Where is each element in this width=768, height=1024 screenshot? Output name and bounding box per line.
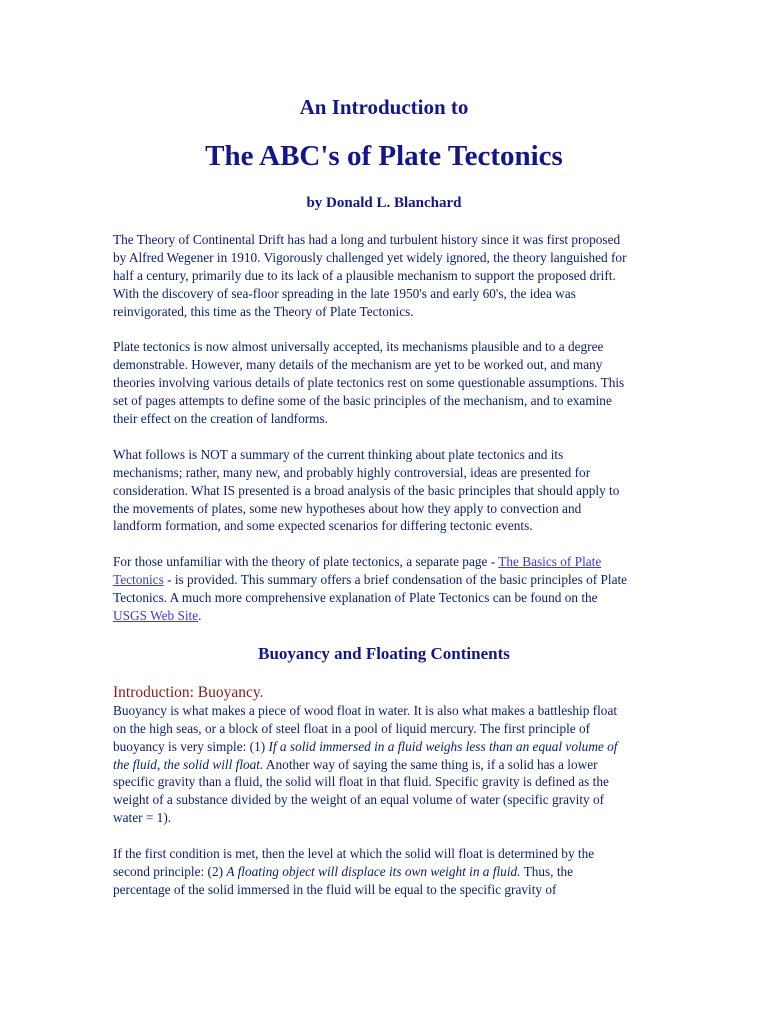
paragraph-buoyancy: [113, 702, 633, 827]
paragraph-text: Thus, the percentage of the solid immersed in the fluid will be equal to the specific gravity of: [113, 863, 574, 897]
intro-heading: An Introduction to: [299, 95, 469, 119]
page-title: The ABC's of Plate Tectonics: [205, 140, 563, 172]
paragraph-text: Another way of saying the same thing is, if a solid has a lower specific gravity than a fluid, the solid will float in that fluid. Specific gravity is defined as the weight of a substance divided by the weight of an equal volume of water (specific gravity of water = 1).: [113, 756, 609, 826]
section-heading-buoyancy: Buoyancy and Floating Continents: [258, 643, 510, 663]
paragraph-basics-links: [113, 553, 633, 625]
principle-one-text: If a solid immersed in a fluid weighs less than an equal volume of the fluid, the solid will float.: [113, 738, 618, 772]
paragraph-continental-drift: The Theory of Continental Drift has had a long and turbulent history since it was first proposed by Alfred Wegener in 1910. Vigorously challenged yet widely ignored, the theory languished for half a century, primarily due to its lack of a plausible mechanism to support the proposed drift. With the discovery of sea-floor spreading in the late 1950's and early 60's, the idea was reinvigorated, this time as the Theory of Plate Tectonics.: [113, 232, 627, 319]
paragraph-text: .: [198, 607, 202, 623]
paragraph-text: - is provided. This summary offers a brief condensation of the basic principles of Plate Tectonics. A much more comprehensive explanation of Plate Tectonics can be found on the: [113, 572, 628, 606]
paragraph-second-principle: [113, 845, 633, 899]
paragraph-plate-tectonics-accepted: Plate tectonics is now almost universally accepted, its mechanisms plausible and to a degree demonstrable. However, many details of the mechanism are yet to be worked out, and many theories involving various details of plate tectonics rest on some questionable assumptions. This set of pages attempts to define some of the basic principles of the mechanism, and to examine their effect on the creation of landforms.: [113, 339, 625, 427]
paragraph-text: For those unfamiliar with the theory of plate tectonics, a separate page -: [113, 554, 499, 570]
usgs-web-site-link[interactable]: USGS Web Site: [113, 607, 199, 623]
basics-of-plate-tectonics-link[interactable]: The Basics of Plate Tectonics: [113, 554, 602, 588]
principle-two-text: A floating object will displace its own weight in a fluid.: [226, 863, 521, 879]
paragraph-text: If the first condition is met, then the level at which the solid will float is determined by the second principle: (2): [113, 846, 595, 879]
article-body: [113, 231, 633, 917]
author-byline: by Donald L. Blanchard: [306, 195, 462, 211]
subheading-introduction-buoyancy: Introduction: Buoyancy.: [113, 683, 264, 701]
paragraph-what-follows: What follows is NOT a summary of the current thinking about plate tectonics and its mechanisms; rather, many new, and probably highly controversial, ideas are presented for consideration. What IS presented is a broad analysis of the basic principles that should apply to the movements of plates, some new hypotheses about how they apply to convection and landform formation, and some expected scenarios for differing tectonic events.: [113, 446, 620, 534]
paragraph-text: Buoyancy is what makes a piece of wood float in water. It is also what makes a battleship float on the high seas, or a block of steel float in a pool of liquid mercury. The first principle of buoyancy is very simple: (1): [113, 702, 618, 754]
